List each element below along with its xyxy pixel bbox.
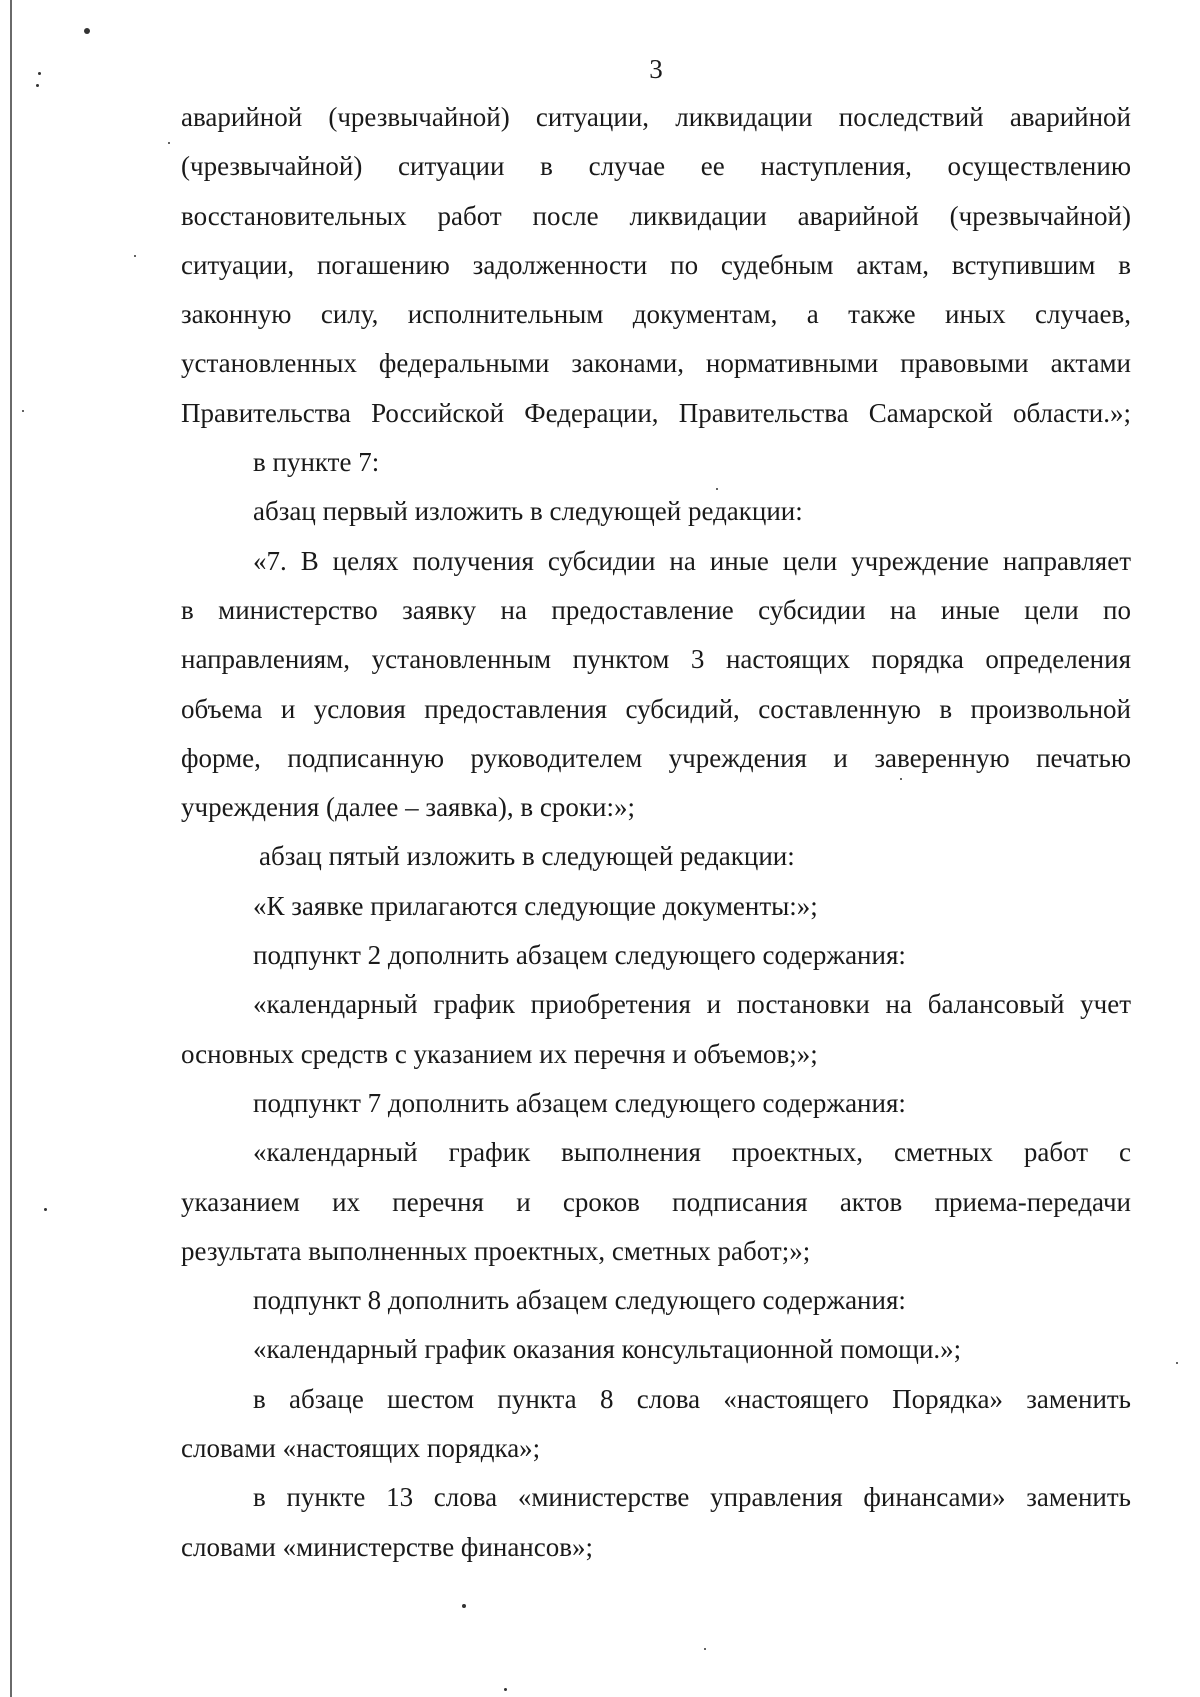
text-line: направлениям, установленным пунктом 3 настоящих порядка определения bbox=[181, 644, 1131, 675]
scan-edge-line bbox=[10, 0, 12, 1697]
text-line: абзац первый изложить в следующей редакции: bbox=[253, 496, 803, 527]
text-line: «7. В целях получения субсидии на иные цели учреждение направляет bbox=[253, 545, 1131, 576]
text-line: основных средств с указанием их перечня и объемов;»; bbox=[181, 1038, 818, 1069]
text-line: Правительства Российской Федерации, Правительства Самарской области.»; bbox=[181, 397, 1131, 428]
text-line: законную силу, исполнительным документам, а также иных случаев, bbox=[181, 299, 1131, 330]
text-line: «календарный график приобретения и постановки на балансовый учет bbox=[253, 989, 1131, 1020]
text-line: форме, подписанную руководителем учреждения и заверенную печатью bbox=[181, 742, 1131, 773]
text-line: результата выполненных проектных, сметных работ;»; bbox=[181, 1235, 811, 1266]
text-line: подпункт 2 дополнить абзацем следующего содержания: bbox=[253, 940, 906, 971]
scan-speck bbox=[134, 255, 136, 257]
text-line: установленных федеральными законами, нормативными правовыми актами bbox=[181, 348, 1131, 379]
text-line: ситуации, погашению задолженности по судебным актам, вступившим в bbox=[181, 249, 1131, 280]
scan-speck bbox=[900, 778, 902, 780]
scan-speck bbox=[1176, 1362, 1178, 1364]
text-line: указанием их перечня и сроков подписания актов приема-передачи bbox=[181, 1186, 1131, 1217]
text-line: словами «министерстве финансов»; bbox=[181, 1531, 593, 1562]
text-line: в абзаце шестом пункта 8 слова «настоящего Порядка» заменить bbox=[253, 1383, 1131, 1414]
scan-speck bbox=[36, 84, 39, 87]
scan-speck bbox=[22, 410, 24, 412]
page-number: 3 bbox=[649, 54, 663, 84]
scan-speck bbox=[84, 28, 90, 34]
text-line: аварийной (чрезвычайной) ситуации, ликвидации последствий аварийной bbox=[181, 102, 1131, 132]
scan-speck bbox=[168, 142, 170, 144]
text-line: восстановительных работ после ликвидации аварийной (чрезвычайной) bbox=[181, 200, 1131, 231]
text-line: «К заявке прилагаются следующие документы:»; bbox=[253, 890, 818, 921]
text-line: в пункте 7: bbox=[253, 447, 380, 478]
scan-speck bbox=[44, 1208, 47, 1211]
text-line: подпункт 7 дополнить абзацем следующего содержания: bbox=[253, 1087, 906, 1118]
scan-speck bbox=[716, 488, 718, 490]
text-line: словами «настоящих порядка»; bbox=[181, 1433, 541, 1464]
text-line: абзац пятый изложить в следующей редакции: bbox=[259, 841, 795, 872]
scan-speck bbox=[38, 72, 41, 75]
scan-speck bbox=[462, 1604, 466, 1608]
text-line: в пункте 13 слова «министерстве управления финансами» заменить bbox=[253, 1482, 1131, 1513]
scan-speck bbox=[704, 1648, 706, 1650]
scan-speck bbox=[504, 1688, 507, 1691]
text-line: в министерство заявку на предоставление субсидии на иные цели по bbox=[181, 594, 1131, 625]
text-line: (чрезвычайной) ситуации в случае ее наступления, осуществлению bbox=[181, 151, 1131, 182]
text-line: учреждения (далее – заявка), в сроки:»; bbox=[181, 792, 635, 823]
text-line: «календарный график выполнения проектных, сметных работ с bbox=[253, 1137, 1131, 1168]
text-line: объема и условия предоставления субсидий, составленную в произвольной bbox=[181, 693, 1131, 724]
text-line: «календарный график оказания консультационной помощи.»; bbox=[253, 1334, 962, 1365]
text-line: подпункт 8 дополнить абзацем следующего содержания: bbox=[253, 1285, 906, 1316]
document-body bbox=[181, 93, 1131, 1572]
